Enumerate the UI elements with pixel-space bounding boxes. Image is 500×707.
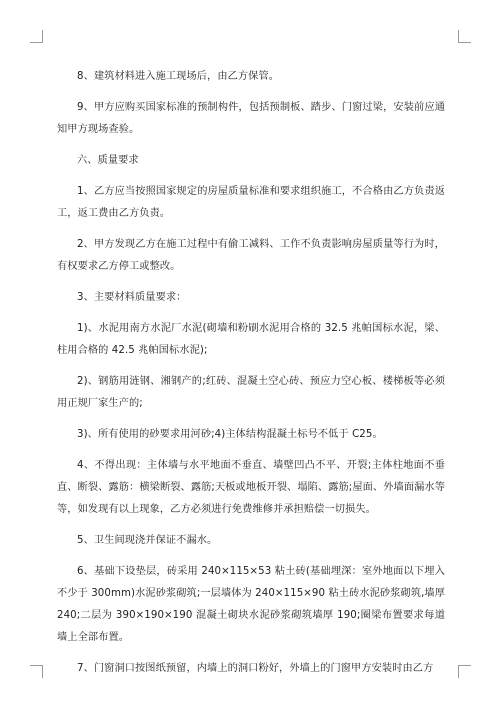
paragraph-quality-7: 7、门窗洞口按图纸预留，内墙上的洞口粉好，外墙上的门窗甲方安装时由乙方 bbox=[77, 663, 434, 674]
crop-mark-top-left bbox=[30, 30, 43, 43]
paragraph-quality-5: 5、卫生间现浇并保证不漏水。 bbox=[77, 535, 218, 546]
paragraph-item-8-materials: 8、建筑材料进入施工现场后，由乙方保管。 bbox=[77, 71, 280, 82]
paragraph-item-9-prefab: 9、甲方应购买国家标准的预制构件，包括预制板、踏步、门窗过梁，安装前应通知甲方现场查验。 bbox=[57, 102, 445, 135]
paragraph-quality-6: 6、基础下设垫层，砖采用 240×115×53 粘土砖(基础埋深：室外地面以下埋入不少于 300mm)水泥砂浆砌筑;一层墙体为 240×115×90 粘土砖水泥砂浆砌筑,墙厚240;二层为 390×190×190 混凝土砌块水泥砂浆砌筑墙厚 190;圈梁布置要求每道墙上全部布置。 bbox=[57, 566, 445, 643]
document-body bbox=[57, 66, 445, 689]
crop-mark-top-right bbox=[458, 30, 471, 43]
paragraph-material-steel: 2)、钢筋用涟钢、湘钢产的;红砖、混凝土空心砖、预应力空心板、楼梯板等必须用正规厂家生产的; bbox=[57, 376, 445, 409]
paragraph-quality-1: 1、乙方应当按照国家规定的房屋质量标准和要求组织施工，不合格由乙方负责返工，返工费由乙方负责。 bbox=[57, 186, 445, 219]
paragraph-quality-2: 2、甲方发现乙方在施工过程中有偷工减料、工作不负责影响房屋质量等行为时，有权要求乙方停工或整改。 bbox=[57, 239, 445, 272]
crop-mark-bottom-right bbox=[458, 665, 471, 678]
paragraph-quality-4: 4、不得出现：主体墙与水平地面不垂直、墙壁凹凸不平、开裂;主体柱地面不垂直、断裂、露筋：横梁断裂、露筋;天板或地板开裂、塌陷、露筋;屋面、外墙面漏水等等，如发现有以上现象，乙方必须进行免费维修并承担赔偿一切损失。 bbox=[57, 460, 445, 515]
paragraph-material-cement: 1)、水泥用南方水泥厂水泥(砌墙和粉刷水泥用合格的 32.5 兆帕国标水泥，梁、柱用合格的 42.5 兆帕国标水泥); bbox=[57, 323, 445, 356]
crop-mark-bottom-left bbox=[30, 665, 43, 678]
paragraph-material-sand: 3)、所有使用的砂要求用河砂;4)主体结构混凝土标号不低于 C25。 bbox=[77, 429, 383, 440]
paragraph-quality-3: 3、主要材料质量要求： bbox=[77, 292, 187, 303]
section-heading-quality: 六、质量要求 bbox=[77, 155, 139, 166]
